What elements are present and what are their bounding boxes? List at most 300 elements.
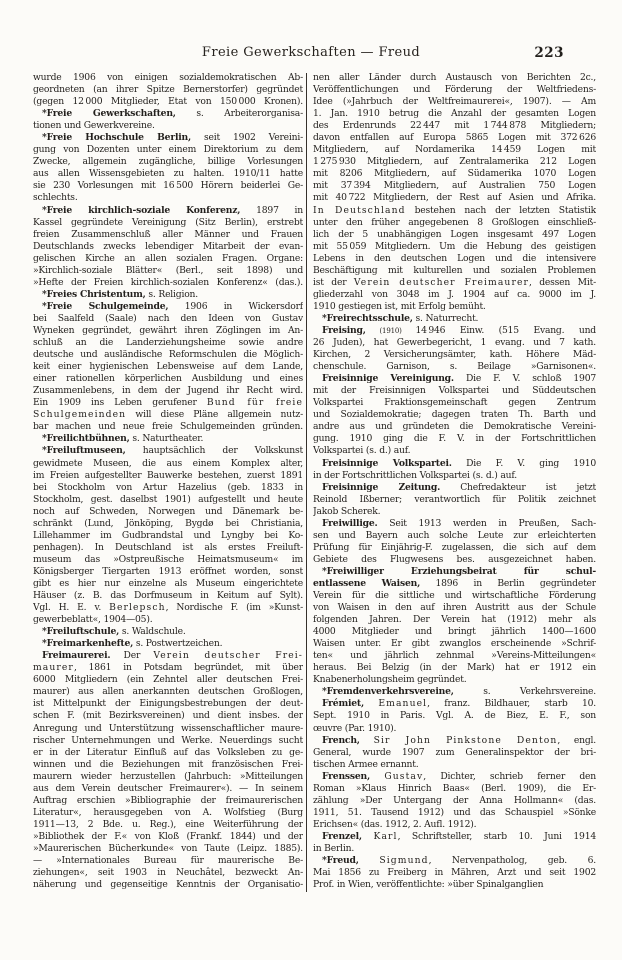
text-segment: gung von Dozenten unter einem Direktorium zu dem (33, 144, 303, 156)
text-segment: Königsberger Tiergarten 1913 eröffnet worden, sonst (33, 565, 303, 577)
text-segment: Die F. V. schloß 1907 (453, 373, 596, 385)
text-segment: Häuser (z. B. das Dorfmuseum in Keitum auf Sylt). (33, 590, 303, 602)
text-line (33, 397, 303, 409)
text-segment: winnen und die Beziehungen mit französischen Frei- (33, 758, 303, 770)
text-line (33, 855, 303, 867)
text-segment: gewerbeblatt«, 1904—05). (33, 614, 153, 626)
text-line (33, 578, 303, 590)
text-line (313, 662, 596, 674)
text-line (313, 373, 596, 385)
text-segment: 1906 in Wickersdorf (168, 300, 303, 312)
text-segment: , Dichter, schrieb ferner den (423, 770, 596, 782)
text-segment: schränkt (Lund, Jönköping, Bygdø bei Christiania, (33, 517, 303, 529)
text-line (33, 602, 303, 614)
text-line (313, 433, 596, 445)
text-segment: sen und Bayern auch solche Leute zur erleichterten (313, 529, 596, 541)
text-segment: Roman »Klaus Hinrich Baas« (Berl. 1909), die Er- (313, 782, 596, 794)
text-line (33, 180, 303, 192)
text-line (33, 373, 303, 385)
text-segment: Karl (373, 830, 398, 842)
text-segment: ist Mittelpunkt der Einigungsbestrebungen der deut- (33, 698, 303, 710)
text-segment: (1910) (365, 326, 416, 335)
text-segment: *Freiluftmuseen, (42, 445, 126, 457)
text-segment: Idee (»Jahrbuch der Weltfreimaurerei«, 1907). — Am (313, 96, 596, 108)
text-segment: , Schriftsteller, starb 10. Juni 1914 (397, 830, 596, 842)
text-segment: , dessen Mit- (528, 276, 596, 288)
text-segment: in der Fortschrittlichen Volkspartei (s. d.) auf. (313, 469, 517, 481)
text-line (33, 84, 303, 96)
text-line (33, 132, 303, 144)
text-segment: nen aller Länder durch Austausch von Berichten 2c., (313, 72, 596, 83)
text-segment: will diese Pläne allgemein nutz- (126, 409, 303, 421)
text-line (313, 205, 596, 217)
text-line (313, 747, 596, 759)
text-line (33, 337, 303, 349)
text-line (33, 433, 303, 445)
text-line (33, 421, 303, 433)
text-line (313, 180, 596, 192)
text-line (33, 735, 303, 747)
text-line (33, 650, 303, 662)
text-line (33, 72, 303, 84)
text-segment: Lebens in den deutschen Logen und die intensivere (313, 252, 596, 264)
text-segment: gelischen Kirche an allen sozialen Fragen. Organe: (33, 252, 303, 264)
text-segment: er in der Literatur Einfluß auf das Volksleben zu ge- (33, 746, 303, 758)
text-line (313, 735, 596, 747)
text-line (33, 409, 303, 421)
text-line (33, 385, 303, 397)
text-segment: 1. Jan. 1910 betrug die Anzahl der gesamten Logen (313, 108, 596, 120)
text-segment: French, (322, 734, 360, 746)
text-segment: keit einer hygienischen Lebensweise auf dem Lande, (33, 361, 303, 373)
text-segment: Literatur«, herausgegeben von A. Wolfstieg (Burg (33, 806, 303, 818)
text-segment: *Freimarkenhefte, (42, 638, 134, 650)
text-segment: Gustav (384, 770, 424, 782)
text-line (313, 698, 596, 710)
text-segment: bei Stockholm von Artur Hazelius (geb. 1833 in (33, 481, 303, 493)
text-segment: *Freud, (322, 855, 359, 867)
text-segment: Volkspartei (s. d.) auf. (313, 445, 411, 457)
text-segment: penhagen). In Deutschland ist als erstes Freiluft- (33, 541, 303, 553)
text-segment: Reinold Ißberner; verantwortlich für Politik zeichnet (313, 493, 596, 505)
text-line (33, 289, 303, 301)
text-line (33, 723, 303, 735)
text-segment: schluß an die Landerziehungsheime sowie andre (33, 337, 303, 349)
text-segment: s. Naturrecht. (412, 312, 479, 324)
text-segment: maurer (33, 662, 74, 674)
text-segment: tionen und Gewerkvereine. (33, 120, 155, 132)
running-head-title: Freie Gewerkschaften — Freud (201, 45, 421, 60)
text-line (313, 518, 596, 530)
text-segment: aus dem Verein deutscher Freimaurer«). — In seinem (33, 782, 303, 794)
text-segment: Jakob Scherek. (313, 505, 381, 517)
text-segment: Auftrag erschien »Bibliographie der freimaurerischen (33, 794, 303, 806)
column-divider-rule (306, 73, 307, 892)
page-number: 223 (534, 45, 564, 61)
text-line (313, 554, 596, 566)
text-line (313, 602, 596, 614)
left-column (33, 72, 303, 894)
text-line (313, 578, 596, 590)
text-segment (370, 771, 384, 782)
text-line (33, 253, 303, 265)
text-segment: Beschäftigung mit kulturellen und sozialen Problemen (313, 264, 596, 276)
text-line (313, 120, 596, 132)
text-segment: Prüfung für Einjährig-F. zugelassen, die sich auf dem (313, 541, 596, 553)
text-line (33, 325, 303, 337)
text-line (313, 614, 596, 626)
text-line (33, 879, 303, 891)
text-line (33, 265, 303, 277)
text-line (33, 662, 303, 674)
text-segment (360, 735, 374, 746)
text-segment: chenschule. Garnison, s. Beilage »Garnisonen«. (313, 361, 596, 373)
text-segment: museum das »Ostpreußische Heimatsmuseum« im (33, 553, 303, 565)
text-segment: Kirchen, 2 Versicherungsämter, kath. Höhere Mäd- (313, 349, 596, 361)
text-line (33, 566, 303, 578)
text-line (313, 843, 596, 855)
text-line (313, 566, 596, 578)
text-segment: s. Religion. (145, 288, 198, 300)
text-segment: Sept. 1910 in Paris. Vgl. A. de Biez, E. F., son (313, 710, 596, 722)
text-line (313, 168, 596, 180)
text-segment: 1 275 930 Mitgliedern, auf Zentralamerika 212 Logen (313, 156, 596, 168)
text-segment: , 1861 in Potsdam begründet, mit über (73, 662, 303, 674)
text-line (313, 108, 596, 120)
text-segment: Verein deutscher Frei- (153, 650, 303, 662)
text-line (33, 771, 303, 783)
text-segment: , Nervenpatholog, geb. 6. (428, 855, 596, 867)
text-line (313, 458, 596, 470)
text-line (33, 542, 303, 554)
text-line (313, 192, 596, 204)
text-line (33, 710, 303, 722)
text-line (33, 470, 303, 482)
text-segment: Frenssen, (322, 770, 370, 782)
text-line (33, 795, 303, 807)
text-line (313, 265, 596, 277)
text-segment: Zwecke, allgemein zugängliche, billige Vorlesungen (33, 156, 303, 168)
text-segment: Schulgemeinden (33, 409, 127, 421)
text-line (33, 506, 303, 518)
text-segment: s. Naturtheater. (129, 433, 204, 445)
text-line (313, 650, 596, 662)
text-segment: Seit 1913 werden in Preußen, Sach- (377, 517, 596, 529)
text-segment: Gebiete des Flugwesens bes. ausgezeichnet haben. (313, 553, 596, 565)
text-line (313, 470, 596, 482)
text-segment: näherung und gegenseitige Kenntnis der Organisatio- (33, 879, 303, 891)
text-segment: Freising, (322, 324, 366, 336)
text-line (313, 385, 596, 397)
text-segment: *Freiluftschule, (42, 626, 120, 638)
text-segment: Ein 1909 ins Leben gerufener (33, 397, 207, 409)
text-segment: und Sozialdemokratie; dagegen traten Th. Barth und (313, 409, 596, 421)
text-segment: s. Waldschule. (119, 626, 186, 638)
text-line (33, 867, 303, 879)
text-line (313, 229, 596, 241)
text-segment: , Nordische F. (im »Kunst- (165, 602, 303, 614)
text-line (313, 771, 596, 783)
text-segment: sie 230 Vorlesungen mit 16 500 Hörern beiderlei Ge- (33, 180, 303, 192)
text-segment: gibt es hier nur einzelne als Museum eingerichtete (33, 577, 303, 589)
text-line (33, 747, 303, 759)
text-segment: noch auf Schweden, Norwegen und Dänemark be- (33, 505, 303, 517)
text-segment: tischen Armee ernannt. (313, 758, 419, 770)
text-segment: davon entfallen auf Europa 5865 Logen mit 372 626 (313, 132, 596, 144)
text-segment: heraus. Bei Belzig (in der Mark) hat er 1912 ein (313, 662, 596, 674)
text-segment: Verein deutscher Freimaurer (353, 276, 529, 288)
text-segment: »Kirchlich-soziale Blätter« (Berl., seit 1898) und (33, 264, 303, 276)
text-line (313, 723, 596, 735)
text-segment: folgenden Jahren. Der Verein hat (1912) mehr als (313, 614, 596, 626)
text-line (313, 855, 596, 867)
text-segment: geordneten (an ihrer Spitze Bernerstorfer) gegründet (33, 84, 303, 96)
text-line (33, 144, 303, 156)
text-line (33, 831, 303, 843)
text-segment: entlassene Waisen, (313, 577, 421, 589)
text-line (313, 132, 596, 144)
text-line (313, 349, 596, 361)
text-line (313, 217, 596, 229)
text-line (33, 192, 303, 204)
text-segment: mit 8206 Mitgliedern, auf Südamerika 1070 Logen (313, 168, 596, 180)
text-line (313, 144, 596, 156)
text-segment: Freisinnige Volkspartei. (322, 457, 452, 469)
text-line (313, 325, 596, 337)
text-line (313, 313, 596, 325)
text-line (313, 482, 596, 494)
text-line (313, 819, 596, 831)
text-segment: »Maurerischen Bücherkunde« von Taute (Leipz. 1885). (33, 843, 303, 854)
text-line (33, 698, 303, 710)
text-line (33, 674, 303, 686)
text-segment: (gegen 12 000 Mitglieder, Etat von 150 000 Kronen). (33, 96, 303, 108)
text-segment: *Freies Christentum, (42, 288, 146, 300)
text-line (313, 879, 596, 891)
text-segment: 1911, 51. Tausend 1912) und das Schauspiel »Sönke (313, 806, 596, 818)
text-line (313, 590, 596, 602)
text-segment: hauptsächlich der Volkskunst (125, 445, 303, 457)
text-segment: *Freie Gewerkschaften, (42, 108, 176, 120)
text-segment: Emanuel (378, 698, 428, 710)
text-line (313, 783, 596, 795)
text-segment: Frémiet, (322, 698, 364, 710)
text-segment (359, 855, 380, 866)
text-line (313, 542, 596, 554)
text-segment: Mai 1856 zu Freiberg in Mähren, Arzt und seit 1902 (313, 867, 596, 879)
text-segment: 1897 in (240, 204, 303, 216)
text-line (33, 458, 303, 470)
text-line (33, 301, 303, 313)
text-segment: Zusammenlebens, in dem der Jugend ihr Recht wird. (33, 385, 303, 397)
text-line (313, 867, 596, 879)
page-header (0, 45, 622, 63)
text-segment: 26 Juden), hat Gewerbegericht, 1 evang. und 7 kath. (313, 337, 596, 349)
text-line (33, 843, 303, 855)
text-line (33, 783, 303, 795)
text-segment: gung. 1910 ging die F. V. in der Fortschrittlichen (313, 433, 596, 445)
text-segment: ziehungen«, seit 1903 in Neuchâtel, bezweckt An- (33, 867, 303, 879)
text-segment: bar machen und neue freie Schulgemeinden gründen. (33, 421, 303, 433)
text-segment (364, 698, 378, 709)
text-segment: aus allen Wissensgebieten zu halten. 1910/11 hatte (33, 168, 303, 180)
text-segment: s. Postwertzeichen. (133, 638, 223, 650)
text-segment: *Freie kirchlich-soziale Konferenz, (42, 204, 241, 216)
text-segment: maurern wieder herzustellen (Jahrbuch: »Mitteilungen (33, 770, 303, 782)
text-line (33, 349, 303, 361)
right-column (313, 72, 596, 894)
text-line (313, 72, 596, 84)
text-line (33, 217, 303, 229)
text-segment: lich der 5 unabhängigen Logen insgesamt 497 Logen (313, 228, 596, 240)
text-line (33, 205, 303, 217)
text-segment: Vgl. H. E. v. (33, 602, 110, 614)
text-segment: freien Zusammenschluß aller Männer und Frauen (33, 228, 303, 240)
text-line (313, 686, 596, 698)
text-segment: Freiwillige. (322, 517, 378, 529)
text-segment: General, wurde 1907 zum Generalinspektor der bri- (313, 746, 596, 758)
text-line (313, 445, 596, 457)
text-line (313, 84, 596, 96)
text-line (33, 168, 303, 180)
text-segment: Sigmund (379, 855, 429, 867)
text-segment: mit 55 059 Mitgliedern. Um die Hebung des geistigen (313, 240, 596, 252)
text-line (33, 229, 303, 241)
text-segment: deutsche und ausländische Reformschulen die Möglich- (33, 349, 303, 361)
text-line (33, 614, 303, 626)
text-segment: Verein für die sittliche und wirtschaftliche Förderung (313, 590, 596, 602)
text-line (33, 361, 303, 373)
text-segment: mit 40 722 Mitgliedern, der Rest auf Asien und Afrika. (313, 192, 596, 204)
text-line (33, 120, 303, 132)
text-segment: zählung »Der Untergang der Anna Hollmann« (das. (313, 794, 596, 806)
text-segment: Freisinnige Zeitung. (322, 481, 441, 493)
text-segment: s. Verkehrsvereine. (453, 686, 596, 698)
text-segment: , franz. Bildhauer, starb 10. (427, 698, 596, 710)
text-segment: 4000 Mitglieder und bringt jährlich 1400—1600 (313, 626, 596, 638)
text-segment: seit 1902 Vereini- (191, 132, 303, 144)
text-segment: mit der Freisinnigen Volkspartei und Süddeutschen (313, 385, 596, 397)
text-segment: von Waisen in den auf ihren Austritt aus der Schule (313, 602, 596, 614)
text-line (33, 590, 303, 602)
text-line (313, 674, 596, 686)
text-segment: andre aus und gründeten die Demokratische Vereini- (313, 421, 596, 433)
text-segment: *Freilichtbühnen, (42, 433, 130, 445)
text-line (33, 108, 303, 120)
text-line (313, 96, 596, 108)
text-segment: bestehen nach der letzten Statistik (405, 204, 596, 216)
text-segment: Stockholm, gest. daselbst 1901) aufgestellt und heute (33, 493, 303, 505)
text-segment: *Fremdenverkehrsvereine, (322, 686, 454, 698)
text-segment: 1896 in Berlin gegründeter (420, 577, 596, 589)
text-segment: des Erdenrunds 22 447 mit 1 744 878 Mitgliedern; (313, 120, 596, 132)
text-line (33, 494, 303, 506)
text-line (33, 554, 303, 566)
text-segment: Deutschlands zwecks lebendiger Mitarbeit der evan- (33, 240, 303, 252)
text-line (313, 638, 596, 650)
text-segment: einer rationellen körperlichen Ausbildung und eines (33, 373, 303, 385)
text-segment: *Freie Schulgemeinde, (42, 300, 169, 312)
text-line (313, 807, 596, 819)
text-segment: gliederzahl von 3048 im J. 1904 auf ca. 9000 im J. (313, 288, 596, 300)
text-segment: mit 37 394 Mitgliedern, auf Australien 750 Logen (313, 180, 596, 192)
text-segment: Freimaurerei. (42, 650, 111, 662)
text-line (313, 421, 596, 433)
text-line (313, 494, 596, 506)
text-segment: Mitgliedern, auf Nordamerika 14 459 Logen mit (313, 144, 596, 156)
text-line (33, 96, 303, 108)
text-line (33, 277, 303, 289)
text-line (313, 156, 596, 168)
text-line (313, 530, 596, 542)
text-segment: unter den früher angegebenen 8 Großlogen einschließ- (313, 216, 596, 228)
text-line (313, 795, 596, 807)
text-line (313, 301, 596, 313)
text-segment: *Freie Hochschule Berlin, (42, 132, 192, 144)
text-line (313, 289, 596, 301)
text-segment: 1910 gestiegen ist, mit Erfolg bemüht. (313, 300, 486, 312)
text-segment: Sir John Pinkstone Denton (373, 734, 558, 746)
text-segment: »Bibliothek der F.« von Kloß (Frankf. 1844) und der (33, 830, 303, 842)
text-line (33, 807, 303, 819)
text-line (33, 156, 303, 168)
text-line (33, 482, 303, 494)
text-segment: In Deutschland (313, 204, 406, 216)
text-segment: »Hefte der Freien kirchlich-sozialen Konferenz« (das.). (33, 276, 303, 288)
text-line (33, 445, 303, 457)
text-line (33, 313, 303, 325)
text-line (313, 397, 596, 409)
text-segment: schen F. (mit Bezirksvereinen) und dient insbes. der (33, 710, 303, 722)
text-line (33, 518, 303, 530)
text-segment: , engl. (557, 734, 596, 746)
text-segment: 14 946 Einw. (515 Evang. und (415, 324, 596, 336)
text-segment: 1911—13, 2 Bde. u. Reg.), eine Weiterführung der (33, 818, 303, 830)
text-segment: Volkspartei Fraktionsgemeinschaft gegen Zentrum (313, 397, 596, 409)
text-segment: ist der (313, 276, 354, 288)
text-segment: œuvre (Par. 1910). (313, 722, 397, 734)
text-line (313, 361, 596, 373)
text-line (313, 253, 596, 265)
text-line (313, 710, 596, 722)
text-line (33, 626, 303, 638)
text-segment (362, 831, 374, 842)
text-segment: Freisinnige Vereinigung. (322, 373, 454, 385)
text-segment: — »Internationales Bureau für maurerische Be- (33, 855, 303, 867)
text-segment: Kassel gegründete Vereinigung (Sitz Berlin), erstrebt (33, 216, 303, 228)
text-segment: bei Saalfeld (Saale) nach den Ideen von Gustav (33, 312, 303, 324)
text-segment: Knabenerholungsheim gegründet. (313, 674, 467, 686)
text-segment: rischer Unternehmungen und Werke. Neuerdings sucht (33, 734, 303, 746)
text-line (313, 337, 596, 349)
text-segment: Prof. in Wien, veröffentlichte: »über Spinalganglien (313, 879, 544, 891)
text-segment: Anregung und Unterstützung wissenschaftlicher maure- (33, 722, 303, 734)
text-segment: Die F. V. ging 1910 (451, 457, 596, 469)
text-segment: Waisen unter. Er gibt zwanglos erscheinende »Schrif- (313, 638, 596, 650)
text-line (33, 819, 303, 831)
text-segment: im Freien aufgestellter Bauwerke bestehen, zuerst 1891 (33, 469, 303, 481)
text-segment: *Freirechtsschule, (322, 312, 413, 324)
text-segment: Der (110, 650, 154, 662)
text-line (313, 241, 596, 253)
text-segment: Frenzel, (322, 830, 362, 842)
text-line (313, 626, 596, 638)
text-segment: schlechts. (33, 192, 78, 204)
text-segment: *Freiwilliger Erziehungsbeirat für schul- (322, 565, 596, 577)
text-segment: Lillehammer im Gudbrandstal und Lyngby bei Ko- (33, 529, 303, 541)
text-segment: wurde 1906 von einigen sozialdemokratischen Ab- (33, 72, 303, 83)
text-line (33, 686, 303, 698)
